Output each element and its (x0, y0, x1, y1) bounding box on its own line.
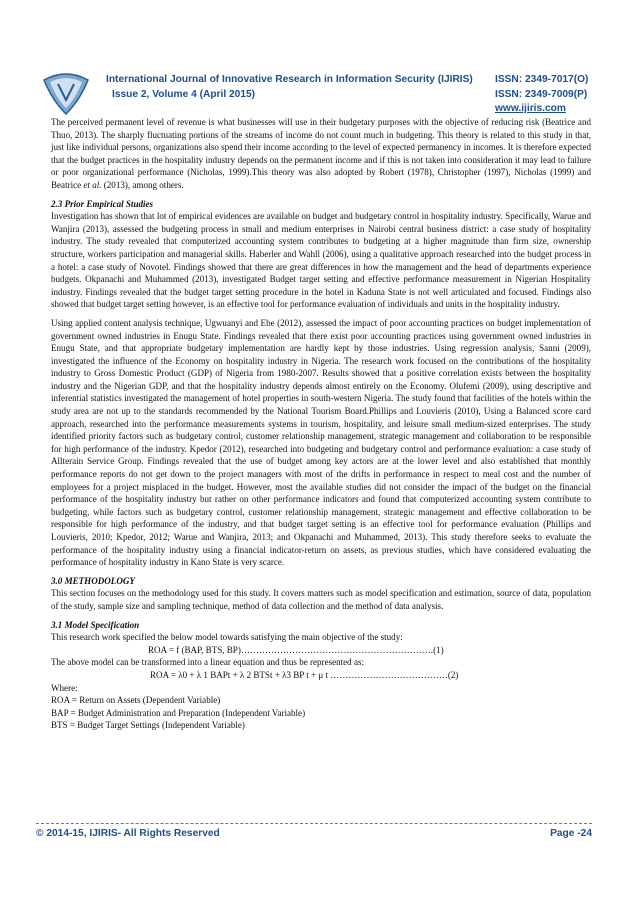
journal-title: International Journal of Innovative Research in Information Security (IJIRIS) (106, 74, 473, 85)
paragraph-prior-studies-1: Investigation has shown that lot of empirical evidences are available on budget and budgetary control in hospitality industry. Specifically, Warue and Wanjira (2013), assessed the budgeting process in small and medium enterprises in Nairobi central business district: a case study of hospitality industry. The study revealed that computerized accounting system contributes to budgeting at a higher magnitude than firm size, ownership structure, workers participation and managerial skills. Haberler and Wahll (2006), using a qualitative approach researched into the budget process in a hotel: a case study of Novotel. Findings showed that there are great differences in how the management and the head of departments experience budgets. Okpanachi and Muhammed (2013), investigated Budget target setting and effective performance measurement in Nigerian Hospitality industry. Findings revealed that the budget target setting procedure in the hotel in Kaduna State is not well articulated and focused. Findings also showed that budget target setting however, is an effective tool for performance evaluation of individuals and units in the hospitality industry. (51, 211, 591, 310)
definition-roa: ROA = Return on Assets (Dependent Variable) (51, 695, 221, 706)
et-al-text: et al. (83, 179, 102, 190)
definition-bap: BAP = Budget Administration and Preparation (Independent Variable) (51, 707, 306, 718)
journal-header (40, 68, 600, 118)
journal-issue: Issue 2, Volume 4 (April 2015) (112, 89, 256, 100)
equation-1: ROA = f (BAP, BTS, BP)……………………………………………………….(1) (148, 644, 444, 655)
paragraph-text: The perceived permanent level of revenue is what businesses will use in their budgetary purposes with the objective of reducing risk (Beatrice and Thuo, 2013). The sharply fluctuating portions of the streams of income do not count much in budgeting. This theory is related to this study in that, just like individual persons, organizations also spend their income according to the level of expected permanency in incomes. It is therefore expected that the budget practices in the hospitality industry depends on the permanent income and if this is not taken into consideration it may lead to failure or poor organizational performance (Nicholas, 1999).This theory was also adopted by Robert (1978), Christopher (1997), Nicholas (1999) and Beatrice (51, 117, 591, 190)
paragraph-methodology: This section focuses on the methodology used for this study. It covers matters such as model specification and estimation, source of data, population of the study, sample size and sampling technique, method of data collection and the method of data analysis. (51, 588, 591, 611)
paragraph-linear-equation: The above model can be transformed into a linear equation and thus be represented as: (51, 657, 365, 668)
footer-copyright: © 2014-15, IJIRIS- All Rights Reserved (36, 828, 220, 839)
journal-logo-icon (40, 70, 92, 116)
where-label: Where: (51, 682, 78, 693)
section-heading-3-0: 3.0 METHODOLOGY (51, 575, 135, 586)
issn-online: ISSN: 2349-7017(O) (495, 74, 589, 85)
issn-print: ISSN: 2349-7009(P) (495, 89, 588, 100)
paragraph-permanent-income (51, 116, 591, 192)
paragraph-model-intro: This research work specified the below model towards satisfying the main objective of the study: (51, 632, 403, 643)
page-number: Page -24 (550, 828, 592, 839)
article-body (51, 116, 591, 732)
footer-divider (36, 823, 592, 824)
equation-2: ROA = λ0 + λ 1 BAPt + λ 2 BTSt + λ3 BP t + μ t …………………………………(2) (150, 669, 459, 680)
paragraph-prior-studies-2: Using applied content analysis technique, Ugwuanyi and Ebe (2012), assessed the impact of poor accounting practices on budget implementation of government owned industries in Enugu State. Findings revealed that there exist poor accounting practices using government owned industries in Enugu State, and that appropriate budgetary implementation are hardly kept by those industries. Using regression analysis, Sanni (2009), investigated the influence of the Economy on hospitality industry in Nigeria. The research work focused on the contributions of the hospitality industry to Gross Domestic Product (GDP) of Nigeria from 1980-2007. Results showed that a positive correlation exists between the hospitality industry and the Nigerian GDP, and that the hospitality industry depends almost entirely on the Economy. Olufemi (2009), using descriptive and inferential statistics investigated the management of hotel properties in south-western Nigeria. The study found that facilities of the hotels within the study area are not up to the standards recommended by the National Tourism Board.Phillips and Louvieris (2010), Using a Balanced score card approach, researched into the performance measurements systems in tourism, hospitality, and leisure small medium-sized enterprises. The study identified priority factors such as budgetary control, customer relationship management, strategic management and collaboration to be responsible for high performance of the industry. Kpedor (2012), researched into budgeting and budgetary control and performance evaluation: a case study of Allterain Service Group. Findings revealed that the use of budget among key actors are at the lower level and also established that monthly performance reports do not get down to the project managers with most of the drifts in performance in respect to meal cost and the number of employees for a project misplaced in the budget. However, most the available studies did not consider the impact of the budget on the financial performance of the hospitality industry but rather on other performance indicators and found that computerized accounting system contribute to budgeting, while factors such as budgetary control, customer relationship management, strategic management and effective collaboration to be responsible for high performance of the industry, and that budget target setting is an effective tool for performance evaluation (Phillips and Louvieris, 2010; Kpedor, 2012; Warue and Wanjira, 2013; and Okpanachi and Muhammed, 2013). This study therefore seeks to evaluate the performance of the hospitality industry using a financial indicator-return on assets, as previous studies, which have considered evaluating the performance of hospitality industry in Kano State is very scarce. (51, 317, 591, 568)
section-heading-2-3: 2.3 Prior Empirical Studies (51, 198, 154, 209)
journal-website-link[interactable]: www.ijiris.com (495, 103, 566, 114)
section-heading-3-1: 3.1 Model Specification (51, 619, 140, 630)
paragraph-text-end: (2013), among others. (101, 179, 184, 190)
definition-bts: BTS = Budget Target Settings (Independent Variable) (51, 720, 245, 731)
